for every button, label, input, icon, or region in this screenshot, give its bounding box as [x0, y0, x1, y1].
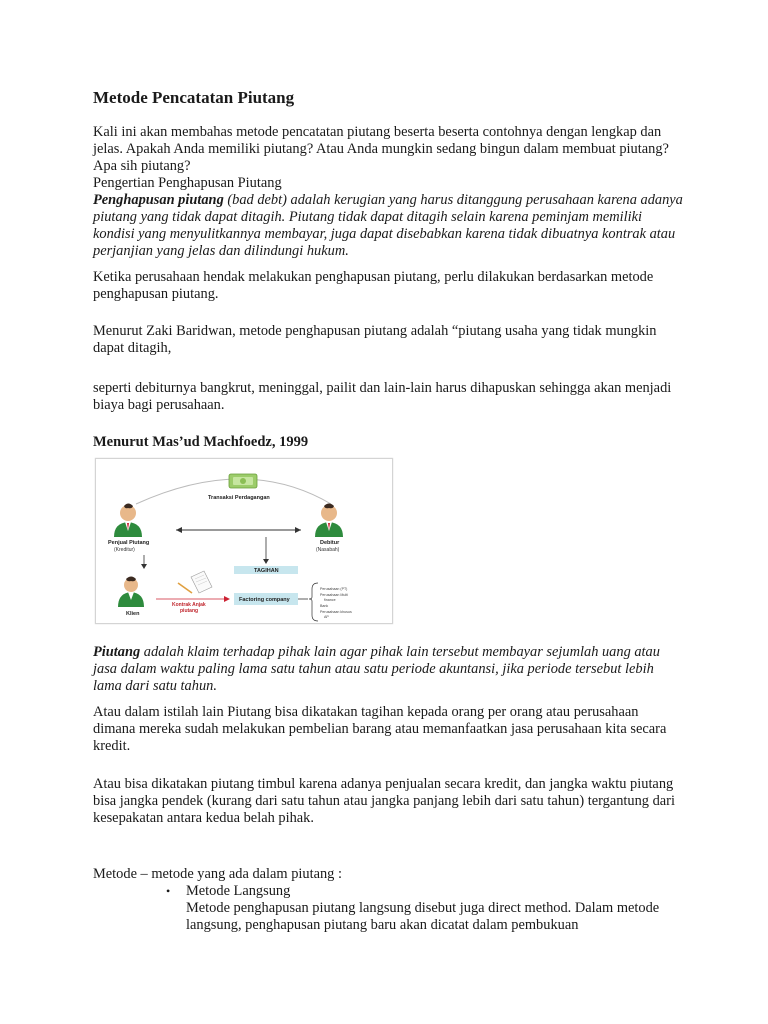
- term-piutang: Piutang: [93, 644, 141, 660]
- method-description: Metode penghapusan piutang langsung disebut juga direct method. Dalam metode langsung, penghapusan piutang baru akan dicatat dalam pembukuan: [186, 900, 660, 933]
- paragraph-ketika: Ketika perusahaan hendak melakukan penghapusan piutang, perlu dilakukan berdasarkan metode penghapusan piutang.: [93, 269, 654, 302]
- list-item-4: Perusahaan khusus: [320, 610, 352, 614]
- list-item-1: Perusahaan Multi: [320, 593, 348, 597]
- label-penjual: Penjual Piutang: [108, 540, 150, 546]
- brace-icon: [309, 583, 318, 621]
- methods-list: [166, 883, 683, 934]
- definition-piutang-text: adalah klaim terhadap pihak lain agar pihak lain tersebut membayar sejumlah uang atau jasa dalam waktu paling lama satu tahun atau satu periode akuntansi, jika periode tersebut lebih lama dari satu tahun.: [93, 644, 660, 694]
- label-transaksi: Transaksi Perdagangan: [208, 495, 270, 501]
- heading-masud: Menurut Mas’ud Machfoedz, 1999: [93, 434, 309, 450]
- paragraph-zaki: Menurut Zaki Baridwan, metode penghapusan piutang adalah “piutang usaha yang tidak mungkin dapat ditagih,: [93, 323, 657, 356]
- list-item-5: AP: [324, 615, 329, 619]
- contract-document-icon: [178, 571, 212, 593]
- label-factoring: Factoring company: [239, 597, 290, 603]
- arrow-down-klien: [141, 564, 147, 569]
- paragraph-seperti: seperti debiturnya bangkrut, meninggal, pailit dan lain-lain harus dihapuskan sehingga akan menjadi biaya bagi perusahaan.: [93, 380, 672, 413]
- diagram-svg: [96, 459, 392, 623]
- intro-paragraph: Kali ini akan membahas metode pencatatan piutang beserta beserta contohnya dengan lengkap dan jelas. Apakah Anda memiliki piutang? Atau Anda mungkin sedang bingun dalam membuat piutang? Apa sih piutang?: [93, 124, 669, 174]
- definition-penghapusan-text: (bad debt) adalah kerugian yang harus ditanggung perusahaan karena adanya piutang yang tidak dapat ditagih. Piutang tidak dapat ditagih selain karena peminjam memiliki kondisi yang menyulitkannya membayar, juga dapat disebabkan karena tidak dibuatnya kontrak atau perjanjian yang jelas dan dilindungi hukum.: [93, 192, 683, 259]
- label-nasabah: (Nasabah): [316, 547, 340, 553]
- label-kontrak: Kontrak Anjak: [172, 602, 206, 608]
- person-klien-icon: [118, 577, 144, 608]
- list-item: [166, 883, 683, 934]
- subheading-penghapusan: Pengertian Penghapusan Piutang: [93, 175, 282, 191]
- label-kontrak-piutang: piutang: [180, 608, 199, 614]
- list-item-0: Perusahaan (PT): [320, 587, 348, 591]
- label-kreditur: (Kreditur): [114, 547, 135, 553]
- person-left-icon: [114, 504, 142, 538]
- page-title: Metode Pencatatan Piutang: [93, 88, 295, 107]
- label-tagihan: TAGIHAN: [254, 568, 279, 574]
- list-item-2: finance: [324, 598, 336, 602]
- method-name: Metode Langsung: [186, 883, 291, 899]
- label-debitur: Debitur: [320, 540, 340, 546]
- paragraph-metode-intro: Metode – metode yang ada dalam piutang :: [93, 866, 342, 882]
- paragraph-timbul: Atau bisa dikatakan piutang timbul karena adanya penjualan secara kredit, dan jangka waktu piutang bisa jangka pendek (kurang dari satu tahun atau jangka panjang lebih dari satu tahun) tergantung dari kesepakatan antara kedua belah pihak.: [93, 776, 675, 826]
- factoring-diagram: [95, 458, 393, 624]
- term-penghapusan: Penghapusan piutang: [93, 192, 224, 208]
- definition-penghapusan: [93, 192, 683, 260]
- money-icon: [229, 474, 257, 488]
- bullet-icon: •: [166, 884, 171, 898]
- label-klien: Klien: [126, 611, 140, 617]
- definition-piutang: [93, 644, 683, 695]
- list-item-3: Bank: [320, 604, 329, 608]
- paragraph-istilah: Atau dalam istilah lain Piutang bisa dikatakan tagihan kepada orang per orang atau perusahaan dimana mereka sudah melakukan pembelian barang atau memanfaatkan jasa perusahaan kita secara kredit.: [93, 704, 667, 754]
- person-right-icon: [315, 504, 343, 538]
